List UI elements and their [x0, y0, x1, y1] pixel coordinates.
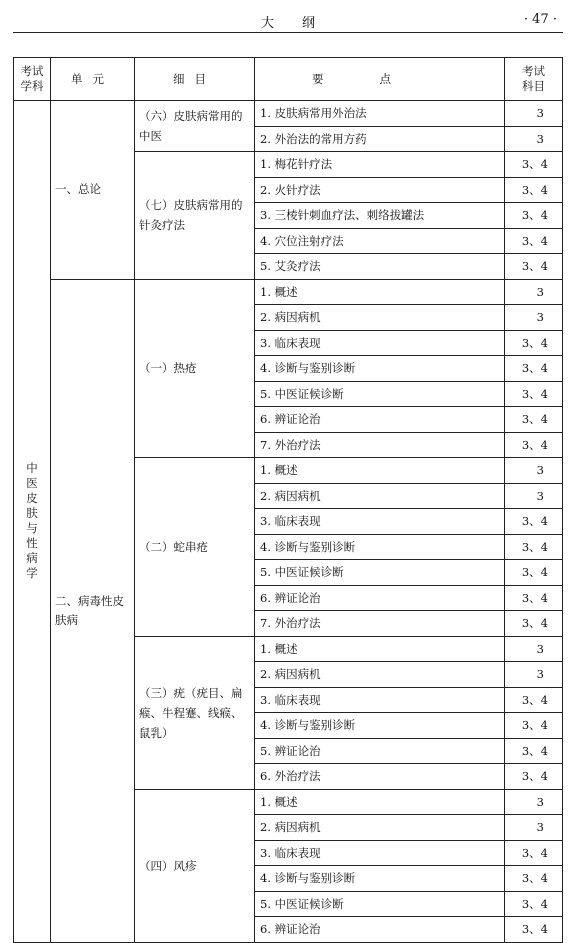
level-cell: 3、4	[505, 560, 563, 586]
point-cell: 3. 临床表现	[255, 509, 505, 535]
col-header-points: 要点	[255, 58, 505, 101]
point-cell: 2. 病因病机	[255, 483, 505, 509]
level-cell: 3	[505, 789, 563, 815]
level-cell: 3	[505, 483, 563, 509]
item-cell: （四）风疹	[135, 789, 255, 942]
point-cell: 6. 辨证论治	[255, 585, 505, 611]
syllabus-table	[13, 57, 563, 943]
level-cell: 3、4	[505, 407, 563, 433]
level-cell: 3	[505, 636, 563, 662]
point-cell: 3. 临床表现	[255, 687, 505, 713]
point-cell: 2. 外治法的常用方药	[255, 126, 505, 152]
level-cell: 3、4	[505, 432, 563, 458]
col-header-subject: 考试学科	[14, 58, 51, 101]
level-cell: 3、4	[505, 713, 563, 739]
level-cell: 3、4	[505, 687, 563, 713]
col-header-item: 细目	[135, 58, 255, 101]
point-cell: 2. 火针疗法	[255, 177, 505, 203]
col-header-unit: 单元	[51, 58, 135, 101]
level-cell: 3、4	[505, 840, 563, 866]
point-cell: 6. 外治疗法	[255, 764, 505, 790]
point-cell: 1. 梅花针疗法	[255, 152, 505, 178]
subject-cell: 中医皮肤与性病学	[14, 101, 51, 943]
level-cell: 3、4	[505, 866, 563, 892]
point-cell: 5. 辨证论治	[255, 738, 505, 764]
level-cell: 3、4	[505, 891, 563, 917]
point-cell: 1. 概述	[255, 279, 505, 305]
point-cell: 1. 皮肤病常用外治法	[255, 101, 505, 127]
point-cell: 4. 穴位注射疗法	[255, 228, 505, 254]
page-number: · 47 ·	[523, 12, 557, 27]
point-cell: 4. 诊断与鉴别诊断	[255, 356, 505, 382]
level-cell: 3	[505, 458, 563, 484]
level-cell: 3	[505, 662, 563, 688]
point-cell: 7. 外治疗法	[255, 432, 505, 458]
point-cell: 1. 概述	[255, 789, 505, 815]
col-header-level: 考试科目	[505, 58, 563, 101]
point-cell: 4. 诊断与鉴别诊断	[255, 866, 505, 892]
point-cell: 5. 中医证候诊断	[255, 891, 505, 917]
point-cell: 3. 临床表现	[255, 840, 505, 866]
unit-cell: 二、病毒性皮肤病	[51, 279, 135, 942]
item-cell: （三）疣（疣目、扁瘊、牛程蹇、线瘊、鼠乳）	[135, 636, 255, 789]
page-header	[13, 10, 563, 33]
level-cell: 3	[505, 305, 563, 331]
item-cell: （七）皮肤病常用的针灸疗法	[135, 152, 255, 280]
level-cell: 3、4	[505, 152, 563, 178]
point-cell: 3. 三棱针刺血疗法、刺络拔罐法	[255, 203, 505, 229]
header-title: 大纲	[260, 16, 343, 31]
point-cell: 1. 概述	[255, 636, 505, 662]
table-header-row	[14, 58, 563, 101]
level-cell: 3、4	[505, 764, 563, 790]
level-cell: 3、4	[505, 611, 563, 637]
level-cell: 3、4	[505, 585, 563, 611]
level-cell: 3、4	[505, 177, 563, 203]
point-cell: 1. 概述	[255, 458, 505, 484]
point-cell: 2. 病因病机	[255, 662, 505, 688]
item-cell: （六）皮肤病常用的中医	[135, 101, 255, 152]
point-cell: 6. 辨证论治	[255, 407, 505, 433]
table-row	[14, 279, 563, 305]
unit-cell: 一、总论	[51, 101, 135, 280]
level-cell: 3、4	[505, 738, 563, 764]
level-cell: 3、4	[505, 534, 563, 560]
point-cell: 3. 临床表现	[255, 330, 505, 356]
table-body	[14, 101, 563, 943]
point-cell: 6. 辨证论治	[255, 917, 505, 943]
level-cell: 3	[505, 815, 563, 841]
level-cell: 3、4	[505, 356, 563, 382]
level-cell: 3	[505, 279, 563, 305]
point-cell: 4. 诊断与鉴别诊断	[255, 534, 505, 560]
level-cell: 3、4	[505, 330, 563, 356]
point-cell: 5. 中医证候诊断	[255, 560, 505, 586]
level-cell: 3、4	[505, 509, 563, 535]
level-cell: 3、4	[505, 917, 563, 943]
level-cell: 3、4	[505, 203, 563, 229]
point-cell: 2. 病因病机	[255, 305, 505, 331]
point-cell: 4. 诊断与鉴别诊断	[255, 713, 505, 739]
point-cell: 5. 艾灸疗法	[255, 254, 505, 280]
level-cell: 3、4	[505, 228, 563, 254]
table-row	[14, 101, 563, 127]
level-cell: 3	[505, 126, 563, 152]
point-cell: 5. 中医证候诊断	[255, 381, 505, 407]
point-cell: 2. 病因病机	[255, 815, 505, 841]
item-cell: （一）热疮	[135, 279, 255, 458]
level-cell: 3、4	[505, 254, 563, 280]
level-cell: 3、4	[505, 381, 563, 407]
point-cell: 7. 外治疗法	[255, 611, 505, 637]
level-cell: 3	[505, 101, 563, 127]
item-cell: （二）蛇串疮	[135, 458, 255, 637]
